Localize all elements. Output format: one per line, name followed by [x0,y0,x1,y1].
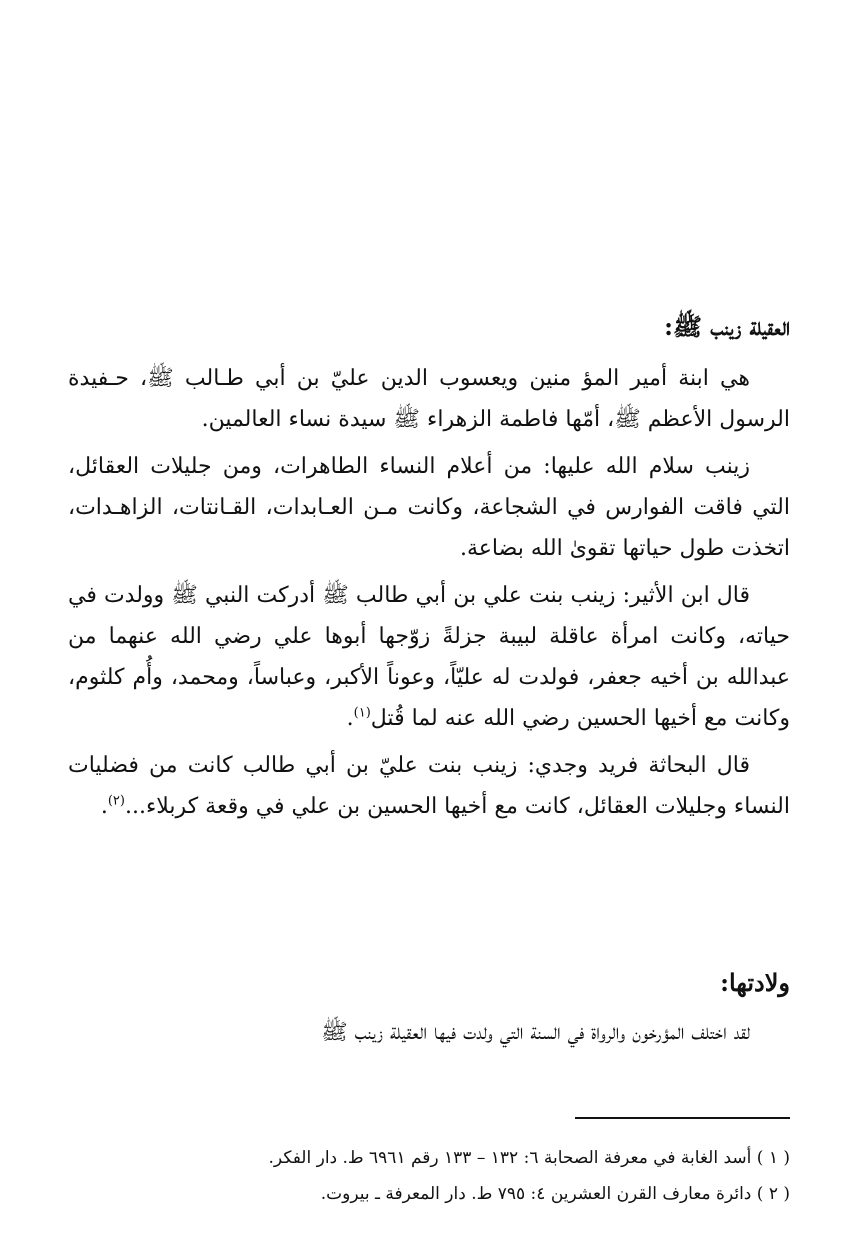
paragraph-intro: هي ابنة أمير المؤ منين ويعسوب الدين عليّ بن أبي طـالب ﷺ، حـفيدة الرسول الأعظم ﷺ، أمّها فاطمة الزهراء ﷺ سيدة نساء العالمين. [68,366,790,432]
section-body-aqila-zaynab [68,358,790,833]
ibn-athir-text: قال ابن الأثير: زينب بنت علي بن أبي طالب ﷺ أدركت النبي ﷺ وولدت في حياته، وكانت امرأة عاقلة لبيبة جزلةً زوّجها أبوها علي رضي الله عنهما من عبدالله بن أخيه جعفر، فولدت له عليّاً، وعوناً الأكبر، وعباساً، ومحمد، وأُم كلثوم، وكانت مع أخيها الحسين رضي الله عنه لما قُتل [68,583,790,731]
footnotes [68,1140,790,1212]
paragraph-birth: لقد اختلف المؤرخون والرواة في السنة التي ولدت فيها العقيلة زينب ﷺ [321,1020,750,1045]
farid-wajdi-end: . [100,794,108,819]
section-heading-aqila-zaynab: العقيلة زينب ﷺ: [664,312,790,341]
section-body-birth [68,1012,790,1059]
ibn-athir-end: . [346,706,354,731]
farid-wajdi-text: قال البحاثة فريد وجدي: زينب بنت عليّ بن أبي طالب كانت من فضليات النساء وجليلات العقائل، كانت مع أخيها الحسين بن علي في وقعة كربلاء... [68,753,790,819]
footnote-ref-2: (٢) [107,793,125,809]
paragraph-ibn-athir-quote [68,575,790,739]
footnote-divider [575,1117,790,1119]
paragraph-farid-wajdi-quote [68,745,790,827]
footnote-1: ( ١ ) أسد الغابة في معرفة الصحابة ٦: ١٣٢ – ١٣٣ رقم ٦٩٦١ ط. دار الفكر. [268,1148,790,1168]
paragraph-description: زينب سلام الله عليها: من أعلام النساء الطاهرات، ومن جليلات العقائل، التي فاقت الفوارس في الشجاعة، وكانت مـن العـابدات، القـانتات، الزاهـدات، اتخذت طول حياتها تقوىٰ الله بضاعة. [68,454,790,561]
section-heading-birth: ولادتها: [720,968,790,997]
footnote-ref-1: (١) [353,705,371,721]
footnote-2: ( ٢ ) دائرة معارف القرن العشرين ٤: ٧٩٥ ط. دار المعرفة ـ بيروت. [320,1184,790,1204]
